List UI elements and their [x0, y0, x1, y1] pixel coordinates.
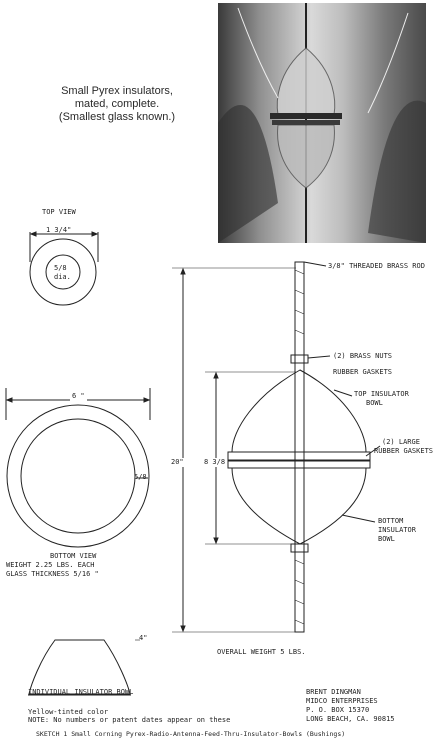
- bowl-height-label: 8 3/8: [204, 458, 226, 466]
- brass-nuts-label: (2) BRASS NUTS: [333, 352, 393, 360]
- large-gasket-1: [228, 452, 370, 460]
- individual-bowl-height-label: 4": [139, 634, 148, 642]
- author-company: MIDCO ENTERPRISES: [306, 697, 378, 705]
- top-brass-nut: [291, 355, 308, 363]
- top-view-hole-label-1: 5/8: [54, 264, 67, 272]
- nuts-leader: [308, 356, 330, 358]
- top-view-hole-label-2: dia.: [54, 273, 71, 281]
- bottom-view-outer-circle: [7, 405, 149, 547]
- threaded-rod: [295, 262, 304, 632]
- bottom-bowl-label-2: INSULATOR: [378, 526, 416, 534]
- top-insulator-bowl: [232, 370, 366, 452]
- rod-leader: [304, 262, 326, 266]
- top-bowl-label-1: TOP INSULATOR: [354, 390, 409, 398]
- top-view-title: TOP VIEW: [42, 208, 76, 216]
- bottom-view-width-label: 6 ": [72, 392, 85, 400]
- bottom-brass-nut: [291, 544, 308, 552]
- overall-weight-label: OVERALL WEIGHT 5 LBS.: [217, 648, 306, 656]
- bottom-view-note-3: GLASS THICKNESS 5/16 ": [6, 570, 99, 578]
- bottom-view-inner-circle: [21, 419, 135, 533]
- author-city: LONG BEACH, CA. 90815: [306, 715, 395, 723]
- author-name: BRENT DINGMAN: [306, 688, 361, 696]
- top-bowl-label-2: BOWL: [366, 399, 383, 407]
- rubber-gaskets-label: RUBBER GASKETS: [333, 368, 393, 376]
- bottom-view-note-1: BOTTOM VIEW: [50, 552, 97, 560]
- bottom-view-note-2: WEIGHT 2.25 LBS. EACH: [6, 561, 95, 569]
- overall-height-label: 20": [171, 458, 184, 466]
- large-gaskets-label-2: RUBBER GASKETS: [374, 447, 434, 455]
- individual-bowl-outline: [29, 640, 130, 694]
- large-gaskets-label-1: (2) LARGE: [382, 438, 420, 446]
- bottom-bowl-label-1: BOTTOM: [378, 517, 404, 525]
- photo-caption-line-1: Small Pyrex insulators,: [61, 85, 173, 97]
- photo-caption-line-2: mated, complete.: [74, 98, 160, 110]
- top-view-width-label: 1 3/4": [46, 226, 72, 234]
- bottom-bowl-leader: [342, 515, 375, 522]
- rod-threads: [295, 270, 304, 624]
- note-numbers: NOTE: No numbers or patent dates appear on these: [28, 716, 231, 724]
- author-pobox: P. O. BOX 15370: [306, 706, 370, 714]
- bottom-insulator-bowl: [232, 468, 366, 544]
- large-gasket-2: [228, 461, 370, 468]
- rod-label: 3/8" THREADED BRASS ROD: [328, 262, 425, 270]
- individual-bowl-label: INDIVIDUAL INSULATOR BOWL: [28, 688, 134, 696]
- bottom-view-rim-label: 5/8: [134, 473, 147, 481]
- top-bowl-leader: [334, 390, 352, 396]
- sketch-title: SKETCH 1 Small Corning Pyrex-Radio-Antenna-Feed-Thru-Insulator-Bowls (Bushings): [36, 730, 346, 738]
- bottom-bowl-label-3: BOWL: [378, 535, 395, 543]
- note-color: Yellow-tinted color: [28, 708, 109, 716]
- photo-caption-line-3: (Smallest glass known.): [58, 111, 176, 123]
